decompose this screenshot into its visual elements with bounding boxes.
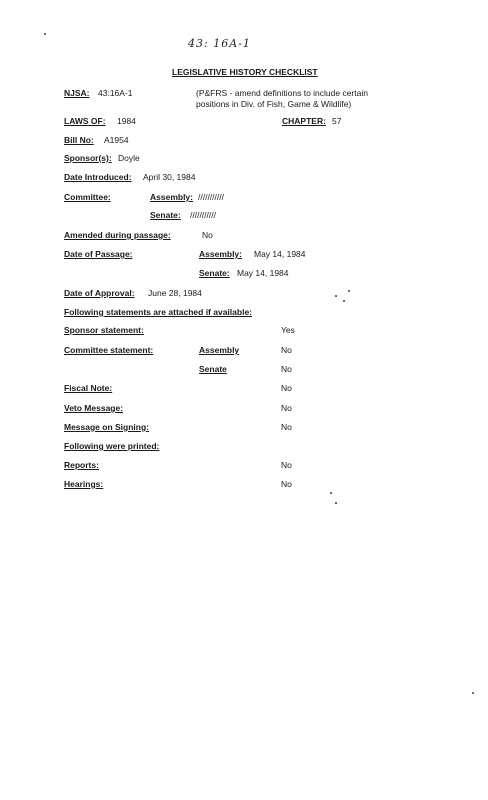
committee-statement-senate-label: Senate	[199, 364, 227, 374]
sponsors-value: Doyle	[118, 153, 140, 163]
committee-assembly-label: Assembly:	[150, 192, 193, 202]
date-introduced-value: April 30, 1984	[143, 172, 196, 182]
scan-speck	[335, 502, 337, 504]
amended-label: Amended during passage:	[64, 230, 171, 240]
reports-label: Reports:	[64, 460, 99, 470]
message-on-signing-value: No	[281, 422, 292, 432]
veto-message-value: No	[281, 403, 292, 413]
committee-label: Committee:	[64, 192, 111, 202]
fiscal-note-label: Fiscal Note:	[64, 383, 113, 393]
printed-header: Following were printed:	[64, 441, 160, 451]
sponsor-statement-label: Sponsor statement:	[64, 325, 144, 335]
approval-value: June 28, 1984	[148, 288, 202, 298]
committee-senate-label: Senate:	[150, 210, 181, 220]
passage-assembly-value: May 14, 1984	[254, 249, 306, 259]
committee-statement-assembly-value: No	[281, 345, 292, 355]
laws-of-label: LAWS OF:	[64, 116, 106, 126]
passage-senate-label: Senate:	[199, 268, 230, 278]
committee-assembly-value: ///////////	[198, 192, 224, 202]
fiscal-note-value: No	[281, 383, 292, 393]
scan-speck	[348, 290, 350, 292]
sponsors-label: Sponsor(s):	[64, 153, 112, 163]
committee-statement-label: Committee statement:	[64, 345, 154, 355]
chapter-label: CHAPTER:	[282, 116, 326, 126]
njsa-value: 43:16A-1	[98, 88, 133, 98]
approval-label: Date of Approval:	[64, 288, 135, 298]
date-introduced-label: Date Introduced:	[64, 172, 132, 182]
handwritten-reference: 43: 16A-1	[188, 37, 251, 50]
committee-statement-senate-value: No	[281, 364, 292, 374]
committee-statement-assembly-label: Assembly	[199, 345, 240, 355]
passage-assembly-label: Assembly:	[199, 249, 242, 259]
page-title: LEGISLATIVE HISTORY CHECKLIST	[172, 67, 318, 77]
scan-speck	[472, 692, 474, 694]
scan-speck	[44, 33, 46, 35]
bill-no-value: A1954	[104, 135, 129, 145]
hearings-label: Hearings:	[64, 479, 104, 489]
attached-statements-header: Following statements are attached if available:	[64, 307, 252, 317]
bill-no-label: Bill No:	[64, 135, 94, 145]
passage-label: Date of Passage:	[64, 249, 133, 259]
committee-senate-value: ///////////	[190, 210, 216, 220]
scan-speck	[335, 295, 337, 297]
scan-speck	[343, 300, 345, 302]
hearings-value: No	[281, 479, 292, 489]
njsa-note-line2: positions in Div. of Fish, Game & Wildlife)	[196, 99, 352, 109]
amended-value: No	[202, 230, 213, 240]
message-on-signing-label: Message on Signing:	[64, 422, 150, 432]
reports-value: No	[281, 460, 292, 470]
laws-of-value: 1984	[117, 116, 136, 126]
njsa-note-line1: (P&FRS - amend definitions to include certain	[196, 88, 368, 98]
njsa-label: NJSA:	[64, 88, 90, 98]
veto-message-label: Veto Message:	[64, 403, 124, 413]
passage-senate-value: May 14, 1984	[237, 268, 289, 278]
sponsor-statement-value: Yes	[281, 325, 295, 335]
chapter-value: 57	[332, 116, 342, 126]
scan-speck	[330, 492, 332, 494]
